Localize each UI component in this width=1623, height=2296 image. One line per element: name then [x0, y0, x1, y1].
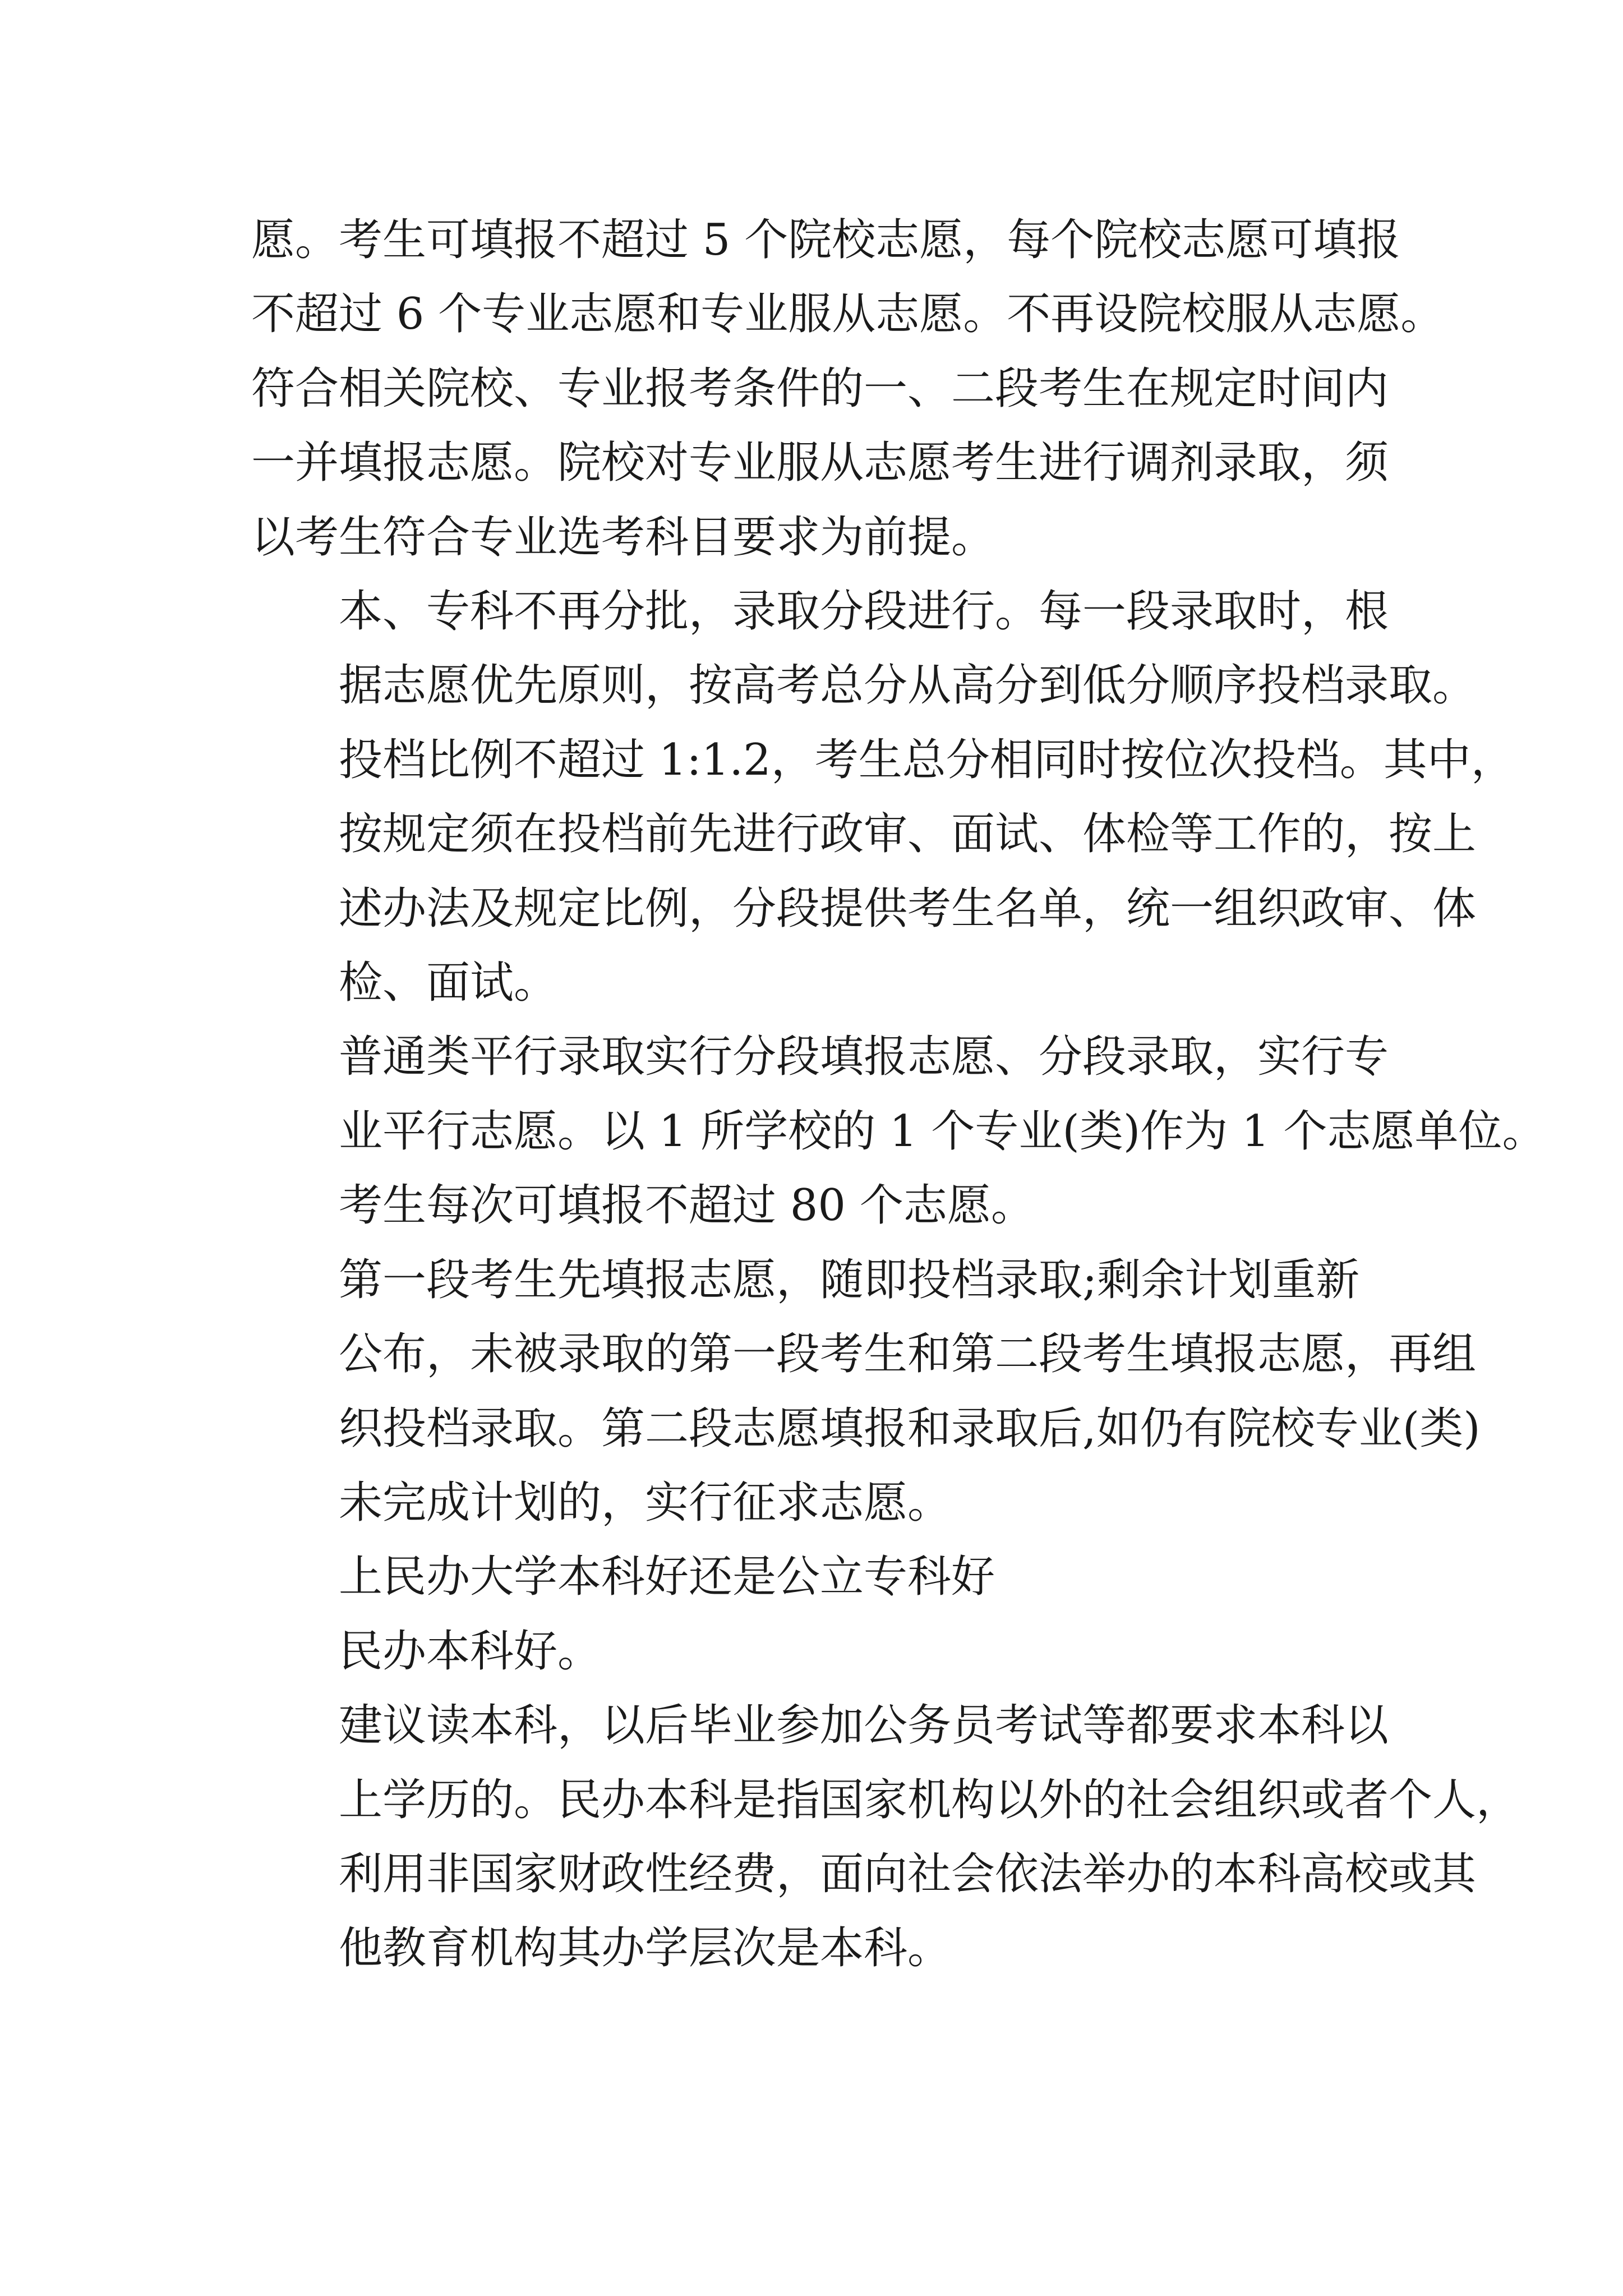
text-line: 按规定须在投档前先进行政审、面试、体检等工作的，按上	[339, 809, 1477, 860]
text-line: 据志愿优先原则，按高考总分从高分到低分顺序投档录取。	[339, 660, 1477, 711]
text-line: 他教育机构其办学层次是本科。	[339, 1923, 952, 1974]
text-line: 不超过 6 个专业志愿和专业服从志愿。不再设院校服从志愿。	[251, 289, 1445, 340]
text-line: 符合相关院校、专业报考条件的一、二段考生在规定时间内	[251, 363, 1389, 414]
text-line: 公布，未被录取的第一段考生和第二段考生填报志愿，再组	[339, 1329, 1477, 1380]
paragraph-answer	[251, 1614, 1390, 1688]
paragraph-advice	[251, 1688, 1520, 1986]
text-line: 述办法及规定比例，分段提供考生名单，统一组织政审、体	[339, 883, 1477, 934]
text-line: 织投档录取。第二段志愿填报和录取后,如仍有院校专业(类)	[339, 1403, 1481, 1454]
text-line: 业平行志愿。以 1 所学校的 1 个专业(类)作为 1 个志愿单位。	[339, 1106, 1546, 1157]
paragraph-admission-stages	[251, 574, 1515, 1020]
text-line: 一并填报志愿。院校对专业服从志愿考生进行调剂录取，须	[251, 438, 1389, 489]
text-line: 上学历的。民办本科是指国家机构以外的社会组织或者个人，	[339, 1774, 1520, 1825]
text-line: 愿。考生可填报不超过 5 个院校志愿，每个院校志愿可填报	[251, 215, 1401, 265]
paragraph-question	[251, 1540, 1390, 1614]
text-line: 第一段考生先填报志愿，随即投档录取;剩余计划重新	[339, 1254, 1360, 1305]
body-text	[251, 203, 1546, 1986]
text-line: 检、面试。	[339, 958, 558, 1009]
text-line: 以考生符合专业选考科目要求为前提。	[251, 512, 995, 563]
text-line: 未完成计划的，实行征求志愿。	[339, 1477, 952, 1528]
text-line: 建议读本科，以后毕业参加公务员考试等都要求本科以	[339, 1700, 1389, 1751]
text-line: 上民办大学本科好还是公立专科好	[339, 1552, 995, 1603]
text-line: 利用非国家财政性经费，面向社会依法举办的本科高校或其	[339, 1848, 1477, 1899]
paragraph-parallel-admission	[251, 1020, 1546, 1243]
text-line: 民办本科好。	[339, 1626, 602, 1677]
text-line: 考生每次可填报不超过 80 个志愿。	[339, 1180, 1035, 1231]
text-line: 本、专科不再分批，录取分段进行。每一段录取时，根	[339, 586, 1389, 637]
paragraph-first-stage	[251, 1243, 1481, 1540]
text-line: 普通类平行录取实行分段填报志愿、分段录取，实行专	[339, 1032, 1389, 1083]
text-line: 投档比例不超过 1:1.2，考生总分相同时按位次投档。其中，	[339, 734, 1515, 785]
paragraph-volunteer-rules	[251, 203, 1445, 574]
